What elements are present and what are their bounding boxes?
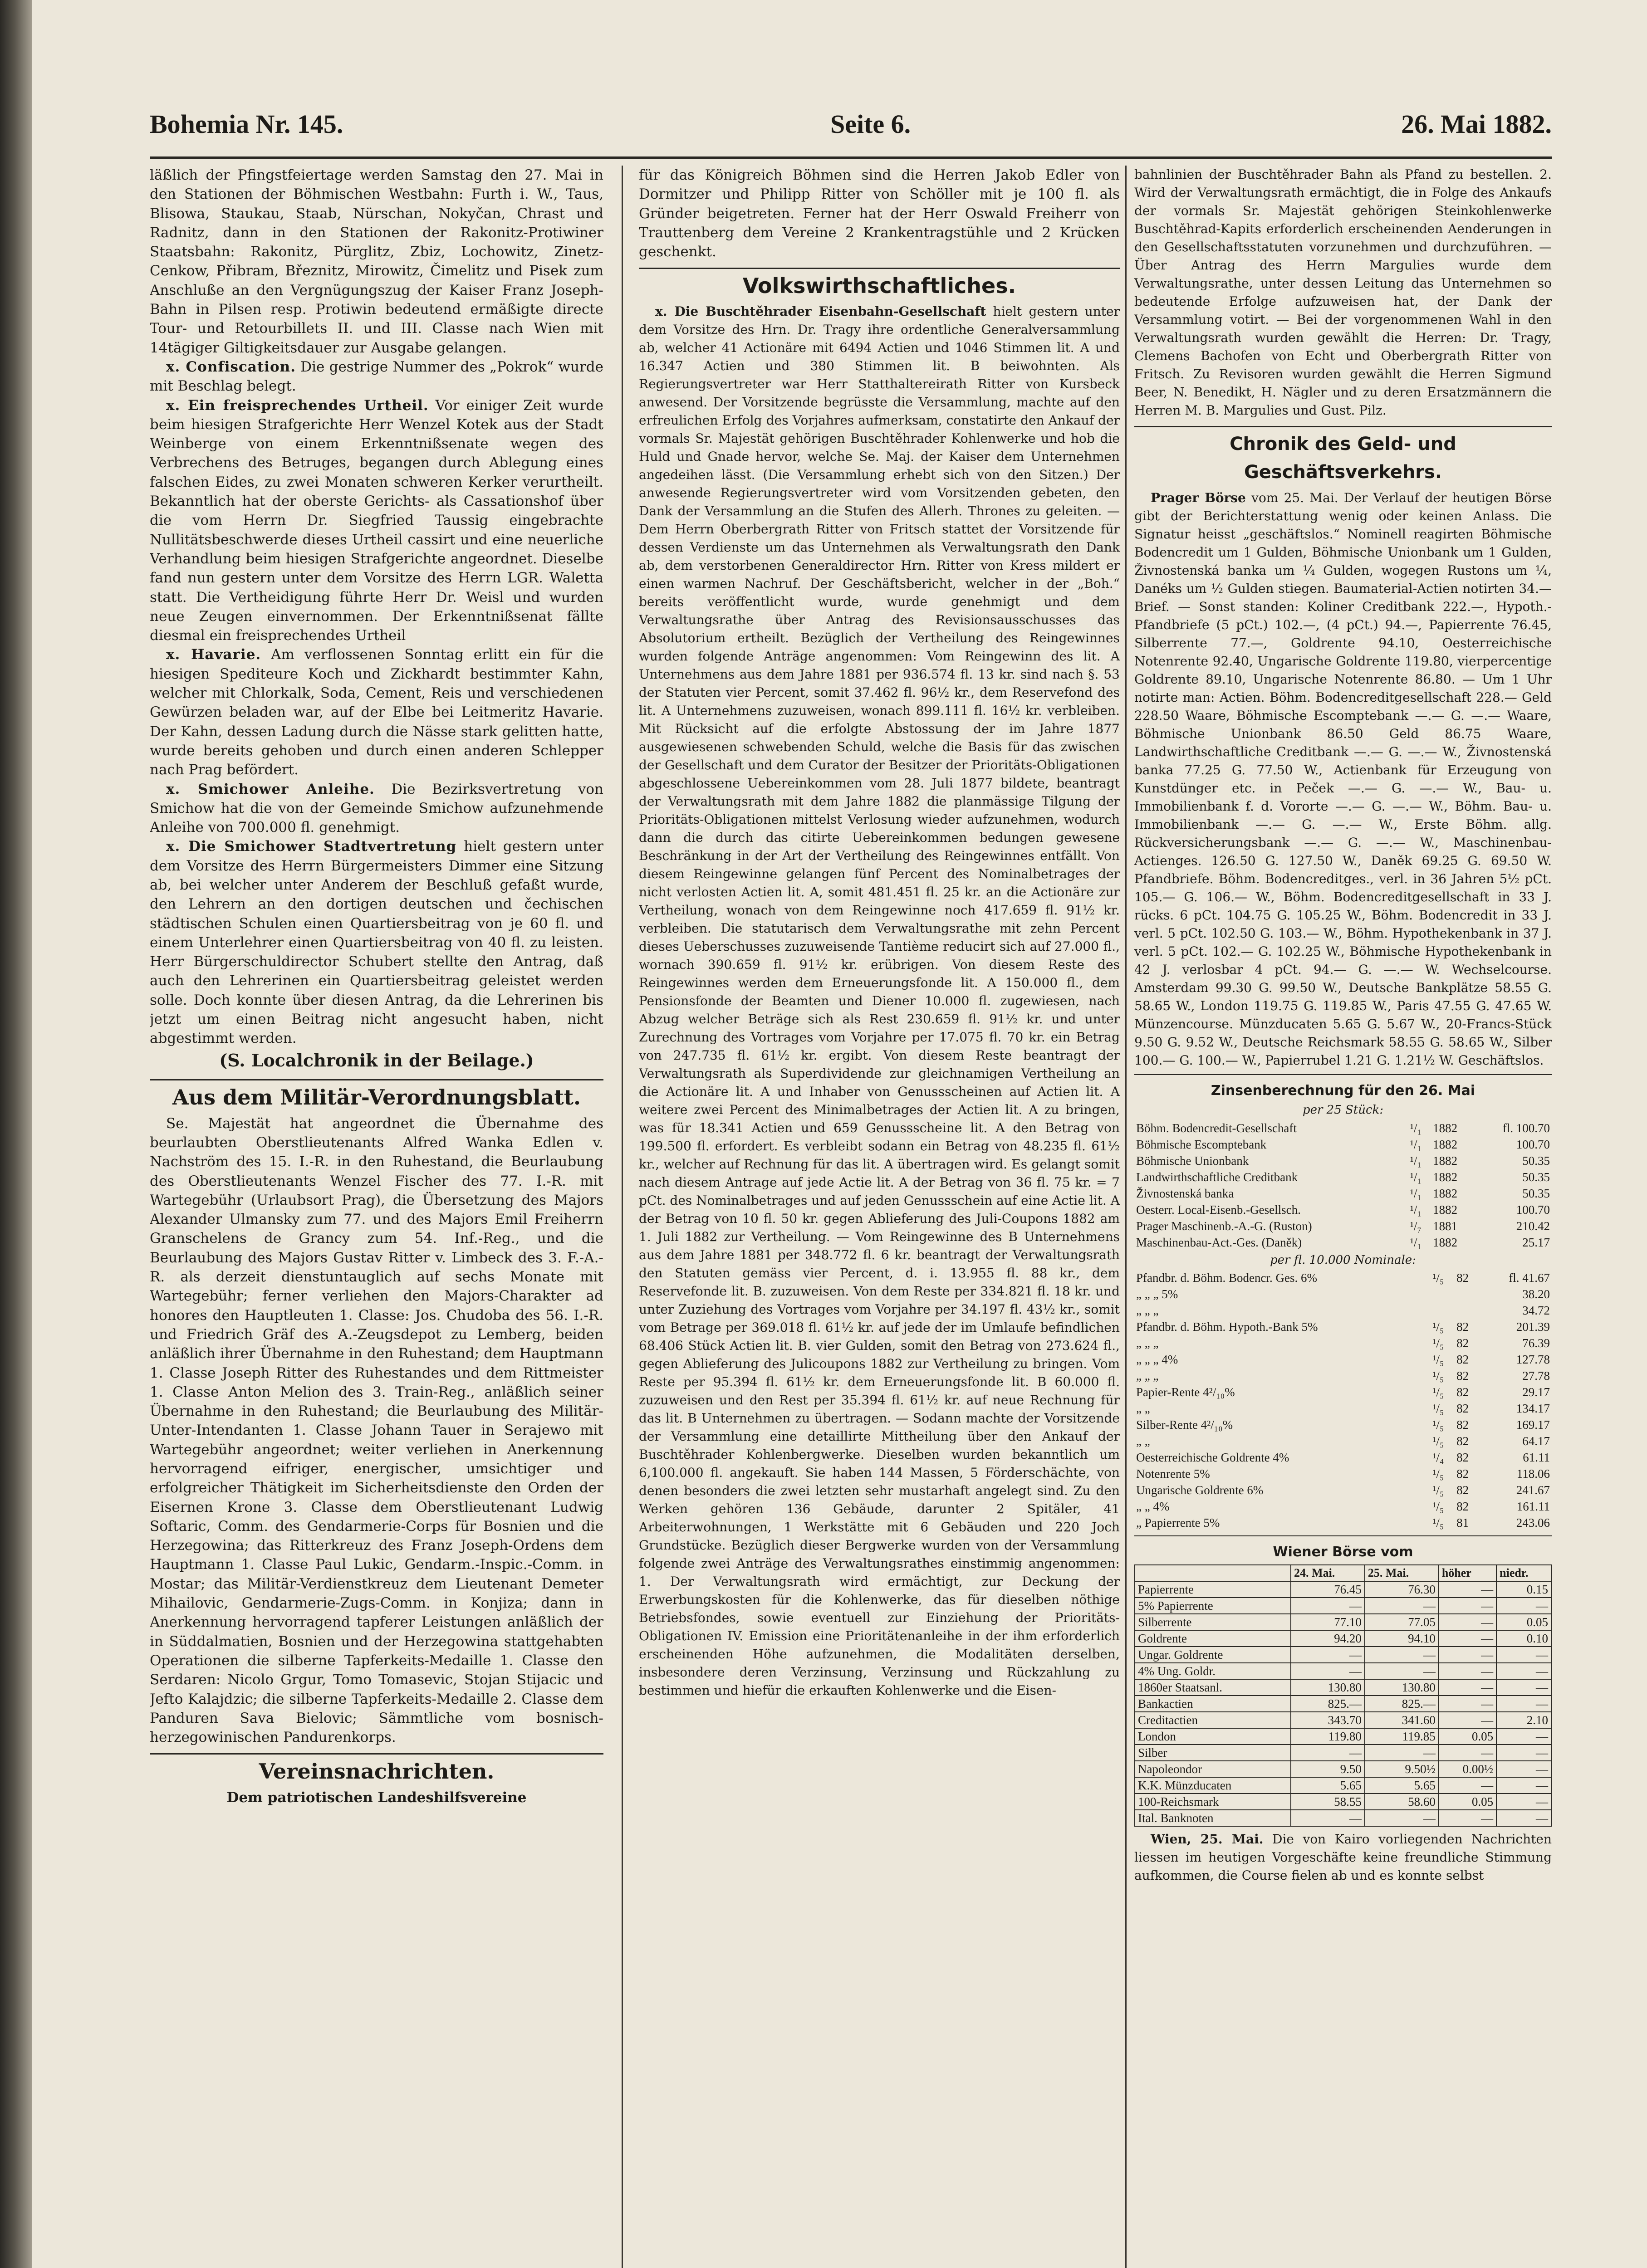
section-heading-associations: Vereinsnachrichten. [150,1753,603,1785]
table-cell: 1882 [1433,1186,1458,1200]
table-cell: Silber-Rente 4²/₁₀% [1136,1418,1233,1432]
table-cell: 9.50½ [1365,1761,1439,1777]
table-cell: 134.17 [1516,1401,1550,1415]
page-header [150,109,1552,163]
table-cell: 38.20 [1522,1287,1550,1301]
table-cell: „ „ „ [1136,1369,1159,1383]
table-cell: 169.17 [1516,1418,1550,1432]
interest-row [1134,1449,1552,1466]
table-cell: 82 [1456,1320,1469,1334]
article-paragraph: Am verflossenen Sonntag erlitt ein für die hiesigen Spediteure Koch und Zickhardt bestimmter Kahn, welcher mit Chlorkalk, Soda, Cement, Reis und verschiedenen Gewürzen beladen war, auf der Elbe bei Leitmeritz Havarie. Der Kahn, dessen Ladung durch die Nässe stark gelitten hatte, wurde bereits gehoben und durch einen anderen Schlepper nach Prag befördert. [150,646,603,778]
table-cell: 58.55 [1291,1794,1365,1810]
table-cell: 119.85 [1365,1728,1439,1745]
table-cell: — [1496,1777,1551,1794]
table-cell: 82 [1456,1499,1469,1513]
table-cell: — [1365,1745,1439,1761]
vienna-bourse-table [1134,1564,1552,1827]
interest-row [1134,1153,1552,1169]
table-cell: „ Papierrente 5% [1136,1515,1220,1530]
table-cell: — [1365,1598,1439,1614]
divider [1134,1535,1552,1536]
bourse-row [1135,1630,1551,1647]
article-headline: x. Havarie. [166,646,261,663]
table-cell: — [1291,1663,1365,1679]
interest-row [1134,1498,1552,1515]
article-paragraph: hielt gestern unter dem Vorsitze des Hrn. Dr. Tragy ihre ordentliche Generalversammlung ab, welcher 41 Actionäre mit 6494 Actien und 1046 Stimmen lit. A und 16.347 Actien und 380 Stimmen lit. B beiwohnten. Als Regierungsvertreter war Herr Statthaltereirath Ritter von Kursbeck anwesend. Der Vorsitzende begrüsste die Versammlung, machte auf den erfreulichen Erfolg des Vorjahres aufmerksam, constatirte den Ankauf der vormals Sr. Majestät gehörigen Buschtěhrader Kohlenwerke und hob die Huld und Gnade hervor, welche Se. Maj. der Kaiser dem Unternehmen angedeihen lässt. (Die Versammlung erhebt sich von den Sitzen.) Der anwesende Regierungsvertreter wird vom Vorsitzenden gebeten, den Dank der Versammlung an die Stufen des Allerh. Thrones zu geleiten. — Dem Herrn Oberbergrath Ritter von Fritsch stattet der Vorsitzende für dessen Verdienste um das Unternehmen als Verwaltungsrath den Dank ab, dem verstorbenen Generaldirector Hrn. Ritter von Kress mildert er einen warmen Nachruf. Der Geschäftsbericht, welcher in der „Boh.“ bereits veröffentlicht wurde, wurde genehmigt und dem Verwaltungsrathe über Antrag des Revisionsausschusses das Absolutorium ertheilt. Bezüglich der Vertheilung des Reingewinnes wurden folgende Anträge angenommen: Vom Reingewinn des lit. A Unternehmens aus dem Jahre 1881 per 936.574 fl. 13 kr. sind nach §. 53 der Statuten vier Percent, somit 37.462 fl. 96½ kr., dem Reservefond des lit. A Unternehmens zuzuweisen, wonach 899.111 fl. 16½ kr. verbleiben. Mit Rücksicht auf die erfolgte Abstossung der im Jahre 1877 ausgewiesenen schwebenden Schuld, welche die Basis für das zwischen der Gesellschaft und dem Curator der Besitzer der Prioritäts-Obligationen abgeschlossene Uebereinkommen vom 28. Juli 1877 bildete, beantragt der Verwaltungsrath mit dem Jahre 1882 die planmässige Tilgung der Prioritäts-Obligationen mittelst Verlosung wieder aufzunehmen, wodurch dann die durch das citirte Uebereinkommen bedungen gewesene Beschränkung in der Art der Vertheilung des Reingewinnes entfällt. Von diesem Reingewinne gelangen fünf Percent des Nominalbetrages der nicht verlosten Actien lit. A, somit 481.451 fl. 25 kr. an die Actionäre zur Vertheilung, wonach von dem Reingewinne noch 417.659 fl. 91½ kr. verbleiben. Die statutarisch dem Verwaltungsrathe mit zehn Percent dieses Ueberschusses zuzuweisende Tantième reducirt sich auf 27.000 fl., wornach 390.659 fl. 91½ kr. erübrigen. Von diesem Reste des Reingewinnes werden dem Erneuerungsfonde lit. A 150.000 fl., dem Pensionsfonde der Beamten und Diener 10.000 fl. zugewiesen, nach Abzug welcher Beträge sich als Rest 230.659 fl. 91½ kr. und unter Zurechnung des Vortrages vom Vorjahre per 17.075 fl. 70 kr. ein Betrag von 247.735 fl. 61½ kr. ergibt. Von diesem Reste beantragt der Verwaltungsrath als Superdividende zur gleichnamigen Vertheilung an die Actionäre lit. A und Inhaber von Genussscheinen auf Actien lit. A weitere zwei Percent des Minimalbetrages der Actien lit. A zu bringen, was für 18.341 Actien und 659 Genussscheine lit. A den Betrag von 199.500 fl. erfordert. Es verbleibt sodann ein Betrag von 48.235 fl. 61½ kr., welcher auf Rechnung für das lit. A übertragen wird. Es gelangt somit nach diesem Antrage auf jede Actie lit. A der Betrag von 36 fl. 75 kr. = 7 pCt. des Nominalbetrages und auf jeden Genussschein auf eine Actie lit. A der Betrag von 10 fl. 50 kr. gegen Ablieferung des Juli-Coupons 1882 am 1. Juli 1882 zur Vertheilung. — Vom Reingewinne des B Unternehmens aus dem Jahre 1881 per 348.772 fl. 6 kr. beantragt der Verwaltungsrath den Statuten gemäss vier Percent, d. i. 13.955 fl. 88 kr., dem Reservefonde lit. B. zuzuweisen. Von dem Reste per 334.821 fl. 18 kr. und unter Zuziehung des Vortrages vom Vorjahre per 34.197 fl. 43½ kr., somit vom Betrage per 369.018 fl. 61½ kr. auf jede der im Umlaufe befindlichen 68.406 Stück Actien lit. B. vier Gulden, somit den Betrag von 273.624 fl., gegen Ablieferung des Julicoupons 1882 zur Vertheilung zu bringen. Vom Reste per 95.394 fl. 61½ kr. dem Erneuerungsfonde lit. B 60.000 fl. zuzuweisen und den Rest per 35.394 fl. 61½ kr. auf neue Rechnung für das lit. B Unternehmen zu übertragen. — Sodann machte der Vorsitzende der Versammlung eine detaillirte Mittheilung über den Ankauf der Buschtěhrader Kohlenbergwerke. Dieselben wurden bekanntlich um 6,100.000 fl. angekauft. Sie haben 144 Massen, 5 Förderschächte, von denen besonders die zwei letzten sehr mustarhaft angelegt sind. Zu den Werken gehören 136 Gebäude, darunter 2 Spitäler, 41 Arbeiterwohnungen, 1 Werkstätte mit 6 Gebäuden und 220 Joch Grundstücke. Bezüglich dieser Bergwerke wurden von der Versammlung folgende zwei Anträge des Verwaltungsrathes einstimmig angenommen: 1. Der Verwaltungsrath wird ermächtigt, zur Deckung der Erwerbungskosten für die Kohlenwerke, das für dieselben nöthige Betriebsfondes, sowie eventuell zur Einziehung der Prioritäts-Obligationen IV. Emission eine Prioritätenanleihe in der ihm erforderlich erscheinenden Höhe aufzunehmen, die Modalitäten derselben, insbesondere deren Verzinsung, Verzinsung und Rückzahlung zu bestimmen und hiefür die erkauften Kohlenwerke und die Eisen- [639,304,1120,1698]
table-cell: — [1496,1679,1551,1696]
table-cell: ¹/₅ [1432,1352,1444,1366]
interest-row [1134,1185,1552,1202]
table-cell: 119.80 [1291,1728,1365,1745]
section-heading-economy: Volkswirthschaftliches. [639,268,1120,300]
table-cell: 210.42 [1516,1219,1550,1233]
interest-row [1134,1169,1552,1185]
table-cell: 130.80 [1365,1679,1439,1696]
article-headline: x. Die Buschtěhrader Eisenbahn-Gesellschaft [655,304,986,319]
table-cell [1455,1286,1480,1302]
table-cell: 27.78 [1522,1369,1550,1383]
table-cell: 241.67 [1516,1483,1550,1497]
table-cell: 161.11 [1516,1499,1550,1513]
divider [1134,1074,1552,1075]
table-cell: „ „ „ [1136,1303,1159,1317]
table-cell: — [1496,1761,1551,1777]
interest-row [1134,1202,1552,1218]
interest-row [1134,1515,1552,1531]
table-cell: Oesterr. Local-Eisenb.-Gesellsch. [1136,1202,1301,1217]
table-cell: 0.05 [1496,1614,1551,1630]
table-cell: Böhmische Unionbank [1136,1154,1249,1168]
article-headline: Prager Börse [1151,490,1246,505]
table-cell: Živnostenská banka [1136,1186,1234,1200]
table-cell: 1882 [1433,1202,1458,1217]
interest-row [1134,1335,1552,1351]
vienna-bourse-title: Wiener Börse vom [1273,1544,1413,1560]
table-cell: 82 [1456,1401,1469,1415]
column-header: 24. Mai. [1291,1565,1365,1581]
table-cell: — [1496,1728,1551,1745]
bourse-row [1135,1712,1551,1728]
column-header: 25. Mai. [1365,1565,1439,1581]
table-cell: — [1291,1810,1365,1826]
bourse-row [1135,1598,1551,1614]
table-cell: ¹/₁ [1410,1186,1422,1200]
table-cell: 825.— [1365,1696,1439,1712]
column-header: niedr. [1496,1565,1551,1581]
table-cell: — [1496,1647,1551,1663]
table-cell: „ „ „ 4% [1136,1352,1178,1366]
table-cell: 343.70 [1291,1712,1365,1728]
interest-row [1134,1270,1552,1286]
article-paragraph: bahnlinien der Buschtěhrader Bahn als Pfand zu bestellen. 2. Wird der Verwaltungsrath ermächtigt, die in Folge des Ankaufs der vormals Sr. Majestät gehörigen Steinkohlenwerke Buschtěhrad-Kapits erforderlich erscheinenden Aenderungen in den Gesellschaftsstatuten vorzunehmen und durchzuführen. — Über Antrag des Herrn Margulies wurde dem Verwaltungsrathe, unter dessen Leitung das Unternehmen so bedeutende Erfolge aufzuweisen hat, der Dank der Versammlung votirt. — Bei der vorgenommenen Wahl in den Verwaltungsrath wurden gewählt die Herren: Dr. Tragy, Clemens Bachofen von Echt und Oberbergrath Ritter von Fritsch. Zu Revisoren wurden gewählt die Herren Sigmund Beer, N. Benedikt, H. Nägler und zu deren Ersatzmännern die Herren M. B. Margulies und Gust. Pilz. [1134,167,1552,418]
interest-row [1134,1400,1552,1417]
interest-table-subtitle: per 25 Stück: [1302,1103,1384,1117]
table-cell: 29.17 [1522,1385,1550,1399]
table-cell: ¹/₁ [1410,1235,1422,1249]
table-cell: K.K. Münzducaten [1135,1777,1291,1794]
table-cell: ¹/₁ [1410,1154,1422,1168]
table-header-row [1135,1565,1551,1581]
table-cell: 64.17 [1522,1434,1550,1448]
cross-reference: (S. Localchronik in der Beilage.) [219,1050,534,1070]
article-paragraph: Die von Kairo vorliegenden Nachrichten liessen im heutigen Vorgeschäfte keine freundliche Stimmung aufkommen, die Course fielen ab und es konnte selbst [1134,1832,1552,1883]
column-3 [1134,166,1552,2268]
column-header: höher [1439,1565,1496,1581]
table-cell: 130.80 [1291,1679,1365,1696]
table-cell: 82 [1456,1352,1469,1366]
table-cell: Maschinenbau-Act.-Ges. (Daněk) [1136,1235,1302,1249]
table-cell: 1881 [1433,1219,1458,1233]
bourse-row [1135,1794,1551,1810]
section-heading-finance: Chronik des Geld- und Geschäftsverkehrs. [1134,426,1552,486]
table-cell: 127.78 [1516,1352,1550,1366]
page-edge-shadow [0,0,32,2268]
table-cell: Papier-Rente 4²/₁₀% [1136,1385,1235,1399]
article-paragraph: Dem patriotischen Landeshilfsvereine [226,1789,527,1806]
table-cell: 201.39 [1516,1320,1550,1334]
table-cell: 82 [1456,1483,1469,1497]
table-cell: — [1291,1647,1365,1663]
table-cell: 81 [1456,1515,1469,1530]
article-headline: x. Die Smichower Stadtvertretung [166,838,457,855]
table-cell: — [1439,1598,1496,1614]
interest-row [1134,1218,1552,1234]
table-cell: 76.30 [1365,1581,1439,1598]
table-cell: 100.70 [1516,1202,1550,1217]
table-cell: ¹/₅ [1432,1401,1444,1415]
column-divider-1 [622,166,623,2268]
table-cell: Notenrente 5% [1136,1466,1210,1481]
table-cell: 77.05 [1365,1614,1439,1630]
column-divider-2 [1125,166,1127,2268]
table-cell: 50.35 [1522,1186,1550,1200]
interest-row [1134,1234,1552,1251]
table-cell: Ital. Banknoten [1135,1810,1291,1826]
bourse-row [1135,1663,1551,1679]
table-cell: 100-Reichsmark [1135,1794,1291,1810]
bourse-row [1135,1777,1551,1794]
table-cell: fl. 100.70 [1502,1121,1550,1135]
bourse-row [1135,1581,1551,1598]
table-cell: Oesterreichische Goldrente 4% [1136,1450,1289,1464]
table-cell: 82 [1456,1369,1469,1383]
table-cell: ¹/₅ [1432,1483,1444,1497]
interest-row [1134,1351,1552,1368]
table-cell: 9.50 [1291,1761,1365,1777]
table-cell: — [1439,1581,1496,1598]
article-paragraph: vom 25. Mai. Der Verlauf der heutigen Börse gibt der Berichterstattung wenig oder keinen Anlass. Die Signatur heisst „geschäftslos.“ Nominell reagirten Böhmische Bodencredit um 1 Gulden, Böhmische Unionbank um 1 Gulden, Živnostenská banka um ¼ Gulden, wogegen Rustons um ¼, Danéks um ½ Gulden stiegen. Baumaterial-Actien notirten 34.— Brief. — Sonst standen: Koliner Creditbank 222.—, Hypoth.-Pfandbriefe (5 pCt.) 102.—, (4 pCt.) 94.—, Papierrente 76.45, Silberrente 77.—, Goldrente 94.10, Oesterreichische Notenrente 92.40, Ungarische Goldrente 119.80, vierpercentige Goldrente 89.10, Ungarische Notenrente 86.80. — Um 1 Uhr notirte man: Actien. Böhm. Bodencreditgesellschaft 228.— Geld 228.50 Waare, Böhmische Escomptebank —.— G. —.— Waare, Böhmische Unionbank 86.50 Geld 86.75 Waare, Landwirthschaftliche Creditbank —.— G. —.— W., Živnostenská banka 77.25 G. 77.50 W., Actienbank für Erzeugung von Kunstdünger etc. in Peček —.— G. —.— W., Bau- u. Immobilienbank f. d. Vororte —.— G. —.— W., Böhm. Bau- u. Immobilienbank —.— G. —.— W., Erste Böhm. allg. Rückversicherungsbank —.— G. —.— W., Maschinenbau-Actienges. 126.50 G. 127.50 W., Daněk 69.25 G. 69.50 W. Pfandbriefe. Böhm. Bodencreditges., verl. in 36 Jahren 5½ pCt. 105.— G. 106.— W., Böhm. Bodencreditgesellschaft in 33 J. rücks. 6 pCt. 104.75 G. 105.25 W., Böhm. Bodencredit in 33 J. verl. 5 pCt. 102.50 G. 103.— W., Böhm. Hypothekenbank in 37 J. verl. 5 pCt. 102.— G. 102.25 W., Böhmische Hypothekenbank in 42 J. verlosbar 4 pCt. 94.— G. —.— W. Wechselcourse. Amsterdam 99.30 G. 99.50 W., Deutsche Bankplätze 58.55 G. 58.65 W., London 119.75 G. 119.85 W., Paris 47.55 G. 47.65 W. Münzencourse. Münzducaten 5.65 G. 5.67 W., 20-Francs-Stück 9.50 G. 9.52 W., Deutsche Reichsmark 58.55 G. 58.65 W., Silber 100.— G. 100.— W., Papierrubel 1.21 G. 1.21½ W. Geschäftslos. [1134,490,1552,1068]
bourse-row [1135,1696,1551,1712]
table-cell: — [1439,1810,1496,1826]
interest-table-title: Zinsenberechnung für den 26. Mai [1211,1083,1475,1099]
table-cell: Goldrente [1135,1630,1291,1647]
article-paragraph: für das Königreich Böhmen sind die Herren Jakob Edler von Dormitzer und Philipp Ritter von Schöller mit je 100 fl. als Gründer beigetreten. Ferner hat der Herr Oswald Freiherr von Trauttenberg dem Vereine 2 Krankentragstühle und 2 Krücken geschenkt. [639,167,1120,260]
table-cell: — [1439,1647,1496,1663]
table-cell: — [1496,1696,1551,1712]
page-number: Seite 6. [830,109,911,139]
table-cell: 1882 [1433,1137,1458,1151]
article-paragraph: Se. Majestät hat angeordnet die Übernahme des beurlaubten Oberstlieutenants Alfred Wanka Edlen v. Nachström des 15. I.-R. in den Ruhestand, die Beurlaubung des Oberstlieutenants Wenzel Fischer des 77. I.-R. mit Wartegebühr (Urlaubsort Prag), die Übersetzung des Majors Alexander Ulmansky zum 77. und des Majors Emil Freiherrn Granschelens de Grancy zum 54. Inf.-Reg., und die Beurlaubung des Majors Gustav Ritter v. Limbeck des 3. F.-A.-R. als derzeit dienstuntauglich auf sechs Monate mit Wartegebühr; ferner verliehen den Majors-Charakter ad honores den Hauptleuten 1. Classe: Jos. Chudoba des 56. I.-R. und Friedrich Gräf des A.-Zeugsdepot zu Lemberg, beiden anläßlich ihrer Übernahme in den Ruhestand; dem Hauptmann 1. Classe Joseph Ritter des Ruhestandes und dem Rittmeister 1. Classe Anton Melion des 3. Train-Reg., anläßlich seiner Übernahme in den Ruhestand; die Beurlaubung des Militär-Unter-Intendanten 1. Classe Johann Tauer in Serajewo mit Wartegebühr angeordnet; weiter verliehen in Anerkennung hervorragend eifriger, energischer, umsichtiger und erfolgreicher Thätigkeit im Sicherheitsdienste den Orden der Eisernen Krone 3. Classe dem Oberstlieutenant Ludwig Softaric, Comm. des Gendarmerie-Corps für Bosnien und die Herzegowina; das Ritterkreuz des Franz Joseph-Ordens dem Hauptmann 1. Classe Paul Lukic, Gendarm.-Inspic.-Comm. in Mostar; das Militär-Verdienstkreuz dem Lieutenant Demeter Mihailovic, Gendarmerie-Zugs-Comm. in Konjiza; dann in Anerkennung hervorragend tapferer Leistungen anläßlich der in Süddalmatien, Bosnien und der Herzegowina stattgehabten Operationen die silberne Tapferkeits-Medaille 1. Classe den Serdaren: Nicolo Grgur, Tomo Tomasevic, Stojan Stijacic und Jefto Kalajdzic; die silberne Tapferkeits-Medaille 2. Classe dem Panduren Sava Bielovic; Sämmtliche vom bosnisch-herzegowinischen Pandurenkorps. [150,1115,603,1746]
interest-table [1134,1120,1552,1251]
interest-row [1134,1482,1552,1498]
table-cell: — [1496,1794,1551,1810]
article-headline: x. Confiscation. [166,358,296,375]
table-cell: 25.17 [1522,1235,1550,1249]
interest-row [1134,1136,1552,1153]
table-cell [1431,1286,1455,1302]
table-cell: „ „ „ 5% [1136,1287,1178,1301]
article-headline: x. Ein freisprechendes Urtheil. [166,397,429,414]
table-cell: 100.70 [1516,1137,1550,1151]
bourse-row [1135,1647,1551,1663]
table-cell: ¹/₅ [1432,1336,1444,1350]
table-cell: — [1496,1745,1551,1761]
table-cell: „ „ [1136,1434,1150,1448]
table-cell: 5.65 [1365,1777,1439,1794]
bourse-row [1135,1745,1551,1761]
table-cell: 1860er Staatsanl. [1135,1679,1291,1696]
article-date: 25. Mai. [1191,1832,1264,1847]
table-cell: 82 [1456,1434,1469,1448]
bourse-row [1135,1614,1551,1630]
table-cell: Ungar. Goldrente [1135,1647,1291,1663]
table-cell: 243.06 [1516,1515,1550,1530]
table-cell: ¹/₁ [1410,1121,1422,1135]
table-cell [1431,1302,1455,1319]
table-cell: 5% Papierrente [1135,1598,1291,1614]
table-cell: 76.45 [1291,1581,1365,1598]
table-cell: 0.05 [1439,1794,1496,1810]
table-cell: 4% Ung. Goldr. [1135,1663,1291,1679]
masthead-issue: Bohemia Nr. 145. [150,109,343,139]
article-headline: x. Smichower Anleihe. [166,781,375,797]
article-paragraph: Die Bezirksvertretung von Smichow hat die von der Gemeinde Smichow aufzunehmende Anleihe von 700.000 fl. genehmigt. [150,781,603,836]
table-cell: „ „ 4% [1136,1499,1170,1513]
table-cell: — [1365,1810,1439,1826]
table-cell: 82 [1456,1336,1469,1350]
header-rule [150,156,1552,159]
table-cell: 82 [1456,1385,1469,1399]
interest-table-2 [1134,1270,1552,1531]
interest-row [1134,1433,1552,1449]
table-cell: Landwirthschaftliche Creditbank [1136,1170,1298,1184]
table-cell: ¹/₅ [1432,1271,1444,1285]
article-paragraph: Die gestrige Nummer des „Pokrok“ wurde mit Beschlag belegt. [150,358,603,395]
interest-row [1134,1302,1552,1319]
table-cell: 2.10 [1496,1712,1551,1728]
table-cell: 825.— [1291,1696,1365,1712]
table-cell: Ungarische Goldrente 6% [1136,1483,1264,1497]
table-cell: — [1291,1598,1365,1614]
table-cell: 1882 [1433,1170,1458,1184]
table-cell: — [1496,1663,1551,1679]
table-cell: Böhm. Bodencredit-Gesellschaft [1136,1121,1297,1135]
table-cell: ¹/₅ [1432,1466,1444,1481]
table-cell: Pfandbr. d. Böhm. Bodencr. Ges. 6% [1136,1271,1317,1285]
bourse-row [1135,1728,1551,1745]
interest-row [1134,1368,1552,1384]
table-cell: 61.11 [1523,1450,1550,1464]
interest-row [1134,1384,1552,1400]
table-cell: — [1439,1712,1496,1728]
table-cell: ¹/₅ [1432,1385,1444,1399]
bourse-row [1135,1679,1551,1696]
table-cell: 82 [1456,1418,1469,1432]
table-cell: ¹/₁ [1410,1170,1422,1184]
table-cell: 94.20 [1291,1630,1365,1647]
table-cell: 94.10 [1365,1630,1439,1647]
table-cell: 0.10 [1496,1630,1551,1647]
table-cell: — [1439,1696,1496,1712]
interest-row [1134,1286,1552,1302]
table-cell: — [1496,1598,1551,1614]
table-cell: ¹/₁ [1410,1202,1422,1217]
table-cell: 1882 [1433,1121,1458,1135]
table-cell: London [1135,1728,1291,1745]
table-cell: Silberrente [1135,1614,1291,1630]
table-cell: 34.72 [1522,1303,1550,1317]
column-1 [150,166,603,2268]
table-cell: Silber [1135,1745,1291,1761]
table-cell: Bankactien [1135,1696,1291,1712]
issue-date: 26. Mai 1882. [1401,109,1552,139]
table-cell: 50.35 [1522,1170,1550,1184]
table-cell: 1882 [1433,1235,1458,1249]
table-cell: — [1291,1745,1365,1761]
table-cell: 58.60 [1365,1794,1439,1810]
table-cell: Prager Maschinenb.-A.-G. (Ruston) [1136,1219,1312,1233]
table-cell: 0.00½ [1439,1761,1496,1777]
article-paragraph: läßlich der Pfingstfeiertage werden Samstag den 27. Mai in den Stationen der Böhmischen Westbahn: Furth i. W., Taus, Blisowa, Staukau, Staab, Nürschan, Nokyčan, Chrast und Radnitz, dann in den Stationen der Rakonitz-Protiwiner Staatsbahn: Rakonitz, Pürglitz, Zbiz, Lochowitz, Zinetz-Cenkow, Přibram, Březnitz, Mirowitz, Čimelitz und Pisek zum Anschluße an den Vergnügungszug der Kaiser Franz Joseph-Bahn in Pilsen resp. Protiwin bedeutend ermäßigte directe Tour- und Retourbillets II. und III. Classe nach Wien mit 14tägiger Giltigkeitsdauer zur Ausgabe gelangen. [150,167,603,356]
table-cell: 82 [1456,1450,1469,1464]
table-cell: Böhmische Escomptebank [1136,1137,1267,1151]
table-cell: ¹/₁ [1410,1137,1422,1151]
table-cell: 1882 [1433,1154,1458,1168]
table-cell: 5.65 [1291,1777,1365,1794]
bourse-row [1135,1810,1551,1826]
table-cell: Creditactien [1135,1712,1291,1728]
table-cell: — [1439,1679,1496,1696]
article-paragraph: hielt gestern unter dem Vorsitze des Herrn Bürgermeisters Dimmer eine Sitzung ab, bei welcher unter Anderem der Beschluß gefaßt wurde, den Lehrern an den dortigen deutschen und čechischen städtischen Schulen einen Quartiersbeitrag von je 60 fl. und einem Unterlehrer einen Quartiersbeitrag von 40 fl. zu leisten. Herr Bürgerschuldirector Schubert stellte den Antrag, daß auch den Lehrerinen ein Quartiersbeitrag geleistet werden solle. Doch konnte über diesen Antrag, da die Lehrerinen bis jetzt um einen Beitrag nicht angesucht haben, nicht abgestimmt werden. [150,838,603,1047]
table-cell: Pfandbr. d. Böhm. Hypoth.-Bank 5% [1136,1320,1318,1334]
table-cell: — [1496,1810,1551,1826]
table-cell: 118.06 [1516,1466,1550,1481]
column-2 [639,166,1120,2268]
section-heading-military: Aus dem Militär-Verordnungsblatt. [150,1079,603,1111]
table-cell: 0.15 [1496,1581,1551,1598]
table-cell: ¹/₅ [1432,1369,1444,1383]
table-cell: fl. 41.67 [1509,1271,1550,1285]
interest-row [1134,1466,1552,1482]
interest-row [1134,1120,1552,1136]
interest-row [1134,1319,1552,1335]
interest-table-subtitle-2: per fl. 10.000 Nominale: [1270,1253,1416,1267]
table-cell: — [1439,1630,1496,1647]
bourse-row [1135,1761,1551,1777]
table-cell: Papierrente [1135,1581,1291,1598]
table-cell: ¹/₅ [1432,1418,1444,1432]
table-cell: ¹/₅ [1432,1499,1444,1513]
table-cell [1455,1302,1480,1319]
table-cell: „ „ „ [1136,1336,1159,1350]
table-cell: 77.10 [1291,1614,1365,1630]
table-cell: 82 [1456,1466,1469,1481]
table-cell: „ „ [1136,1401,1150,1415]
table-cell: — [1365,1647,1439,1663]
table-cell: — [1365,1663,1439,1679]
table-cell: ¹/₄ [1432,1450,1444,1464]
article-headline: Wien, [1151,1832,1191,1847]
table-cell: — [1439,1745,1496,1761]
table-cell: ¹/₅ [1432,1434,1444,1448]
interest-row [1134,1417,1552,1433]
table-cell: — [1439,1614,1496,1630]
table-cell: ¹/₅ [1432,1320,1444,1334]
table-cell: 76.39 [1522,1336,1550,1350]
table-cell: 341.60 [1365,1712,1439,1728]
table-cell: ¹/₇ [1410,1219,1422,1233]
table-cell: ¹/₅ [1432,1515,1444,1530]
table-cell: Napoleondor [1135,1761,1291,1777]
table-cell: 50.35 [1522,1154,1550,1168]
table-cell: — [1439,1777,1496,1794]
table-cell: 0.05 [1439,1728,1496,1745]
table-cell: — [1439,1663,1496,1679]
column-header [1135,1565,1291,1581]
article-paragraph: Vor einiger Zeit wurde beim hiesigen Strafgerichte Herr Wenzel Kotek aus der Stadt Weinberge von einem Erkenntnißsenate wegen des Verbrechens des Betruges, begangen durch Ablegung eines falschen Eides, zu zwei Monaten schweren Kerker verurtheilt. Bekanntlich hat der oberste Gerichts- als Cassationshof über die vom Herrn Dr. Siegfried Taussig eingebrachte Nullitätsbeschwerde dieses Urtheil cassirt und eine neuerliche Verhandlung beim hiesigen Strafgerichte angeordnet. Dieselbe fand nun gestern unter dem Vorsitze des Herrn LGR. Waletta statt. Die Vertheidigung führte Herr Dr. Weisl und wurden neue Zeugen einvernommen. Der Erkenntnißsenat fällte diesmal ein freisprechendes Urtheil [150,397,603,644]
table-cell: 82 [1456,1271,1469,1285]
